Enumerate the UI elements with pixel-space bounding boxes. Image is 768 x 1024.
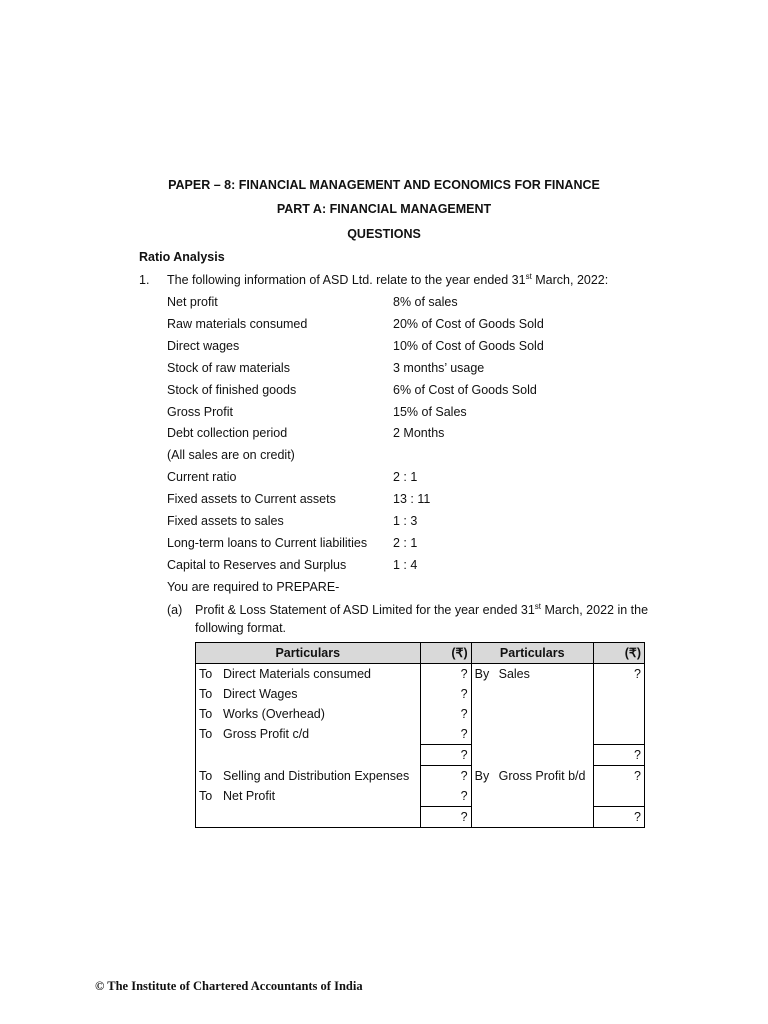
required-text: You are required to PREPARE- — [167, 580, 340, 594]
left-particulars-cell — [196, 807, 421, 828]
part-a-label: (a) — [167, 603, 183, 617]
right-amount-cell — [593, 684, 644, 704]
info-label: Long-term loans to Current liabilities — [167, 536, 368, 550]
info-label: Capital to Reserves and Surplus — [167, 558, 347, 572]
right-amount-cell: ? — [593, 745, 644, 766]
info-label: Debt collection period — [167, 426, 288, 440]
right-particulars-cell — [471, 664, 593, 685]
info-label: Fixed assets to Current assets — [167, 492, 336, 506]
left-particulars-text: Net Profit — [223, 789, 276, 804]
left-particulars-cell — [196, 664, 421, 685]
right-prefix: By — [474, 768, 490, 783]
right-amount-cell: ? — [593, 766, 644, 787]
info-label: Raw materials consumed — [167, 317, 308, 331]
info-label: Net profit — [167, 295, 218, 309]
right-amount-cell — [593, 786, 644, 807]
table-row — [196, 807, 645, 828]
header-amount-right: (₹) — [593, 643, 644, 664]
info-label: Direct wages — [167, 339, 240, 353]
info-value: 10% of Cost of Goods Sold — [393, 339, 544, 353]
left-particulars-text: Gross Profit c/d — [223, 727, 310, 742]
paper-title: PAPER – 8: FINANCIAL MANAGEMENT AND ECONOMICS FOR FINANCE — [168, 178, 600, 192]
right-particulars-cell — [471, 724, 593, 745]
left-prefix: To — [199, 687, 213, 701]
info-value: 2 : 1 — [393, 536, 418, 550]
question-number: 1. — [139, 273, 150, 287]
section-heading: Ratio Analysis — [139, 250, 225, 264]
left-prefix: To — [199, 707, 213, 721]
right-particulars-text: Gross Profit b/d — [498, 768, 586, 783]
right-particulars-cell — [471, 745, 593, 766]
left-amount-cell: ? — [420, 745, 471, 766]
left-amount-cell: ? — [420, 786, 471, 807]
left-amount-cell: ? — [420, 704, 471, 724]
table-row — [196, 786, 645, 807]
left-particulars-cell — [196, 724, 421, 745]
header-amount-left: (₹) — [420, 643, 471, 664]
table-row — [196, 724, 645, 745]
info-label: Current ratio — [167, 470, 237, 484]
left-amount-cell: ? — [420, 684, 471, 704]
right-amount-cell — [593, 704, 644, 724]
info-value: 2 : 1 — [393, 470, 418, 484]
part-title: PART A: FINANCIAL MANAGEMENT — [276, 202, 492, 216]
left-particulars-text: Works (Overhead) — [223, 707, 325, 721]
left-particulars-cell — [196, 684, 421, 704]
left-amount-cell: ? — [420, 724, 471, 745]
right-particulars-cell — [471, 684, 593, 704]
right-particulars-cell — [471, 704, 593, 724]
right-particulars-cell — [471, 786, 593, 807]
right-particulars-text: Sales — [498, 667, 530, 681]
info-value: 15% of Sales — [393, 405, 467, 419]
table-row — [196, 664, 645, 685]
right-particulars-cell — [471, 807, 593, 828]
left-particulars-text: Selling and Distribution Expenses — [223, 768, 410, 783]
left-particulars-cell — [196, 766, 421, 787]
info-value: 1 : 4 — [393, 558, 418, 572]
left-particulars-text: Direct Materials consumed — [223, 667, 371, 681]
right-prefix: By — [474, 667, 490, 681]
table-row — [196, 684, 645, 704]
profit-loss-table — [195, 642, 645, 828]
header-particulars-left: Particulars — [196, 643, 421, 664]
left-prefix: To — [199, 727, 213, 742]
left-prefix: To — [199, 768, 213, 783]
info-value: 3 months’ usage — [393, 361, 485, 375]
left-particulars-cell — [196, 745, 421, 766]
right-particulars-cell — [471, 766, 593, 787]
info-value: 2 Months — [393, 426, 445, 440]
table-header-row — [196, 643, 645, 664]
info-label: (All sales are on credit) — [167, 448, 295, 462]
table-row — [196, 766, 645, 787]
right-amount-cell — [593, 724, 644, 745]
info-value: 8% of sales — [393, 295, 458, 309]
info-label: Gross Profit — [167, 405, 233, 419]
part-a-line1: Profit & Loss Statement of ASD Limited for the year ended 31st March, 2022 in the — [195, 601, 649, 617]
left-prefix: To — [199, 789, 213, 804]
left-particulars-cell — [196, 704, 421, 724]
info-value: 6% of Cost of Goods Sold — [393, 383, 537, 397]
info-value: 1 : 3 — [393, 514, 418, 528]
question-intro: The following information of ASD Ltd. relate to the year ended 31st March, 2022: — [167, 271, 609, 287]
part-a-line2: following format. — [195, 621, 287, 635]
table-row — [196, 704, 645, 724]
info-label: Stock of finished goods — [167, 383, 297, 397]
info-label: Stock of raw materials — [167, 361, 290, 375]
info-value: 20% of Cost of Goods Sold — [393, 317, 544, 331]
questions-title: QUESTIONS — [347, 227, 421, 241]
left-amount-cell: ? — [420, 664, 471, 685]
left-particulars-text: Direct Wages — [223, 687, 298, 701]
info-label: Fixed assets to sales — [167, 514, 284, 528]
footer-copyright: © The Institute of Chartered Accountants of India — [95, 979, 363, 993]
right-amount-cell: ? — [593, 807, 644, 828]
left-particulars-cell — [196, 786, 421, 807]
left-prefix: To — [199, 667, 213, 681]
table-row — [196, 745, 645, 766]
header-particulars-right: Particulars — [471, 643, 593, 664]
left-amount-cell: ? — [420, 766, 471, 787]
left-amount-cell: ? — [420, 807, 471, 828]
right-amount-cell: ? — [593, 664, 644, 685]
info-value: 13 : 11 — [393, 492, 431, 506]
